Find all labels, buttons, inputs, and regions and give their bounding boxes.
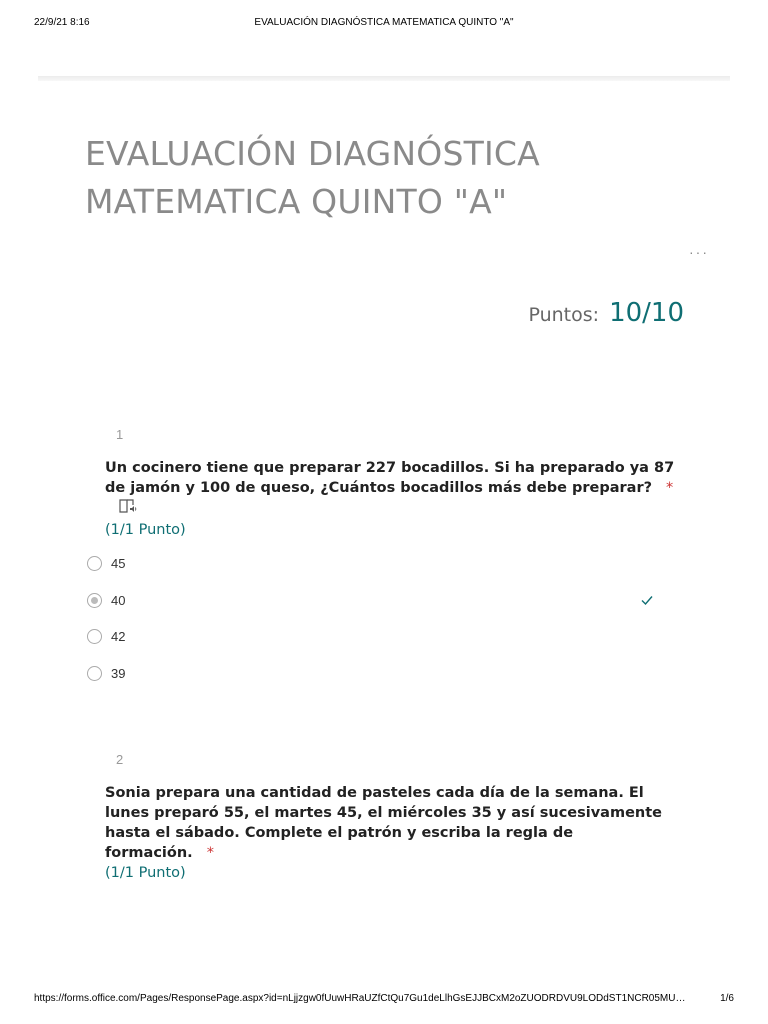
option-label: 42 [111, 628, 126, 644]
top-divider [38, 76, 730, 81]
print-url: https://forms.office.com/Pages/ResponsePage.aspx?id=nLjjzgw0fUuwHRaUZfCtQu7Gu1deLlhGsEJJBCxM2oZUODRDVU9LODdST1NCR05MU… [34, 993, 686, 1004]
option-45[interactable] [87, 554, 125, 572]
radio-button-selected[interactable] [87, 593, 102, 608]
score-display [528, 298, 684, 328]
print-footer [34, 993, 734, 1007]
score-value: 10/10 [609, 298, 684, 328]
question-text [105, 458, 675, 540]
question-points: (1/1 Punto) [105, 865, 186, 881]
question-text [105, 783, 675, 883]
option-label: 39 [111, 665, 126, 681]
option-40[interactable] [87, 591, 125, 609]
print-header [34, 17, 734, 31]
option-label: 40 [111, 592, 126, 608]
print-date: 22/9/21 8:16 [34, 17, 90, 28]
radio-button[interactable] [87, 666, 102, 681]
more-options-icon[interactable]: ··· [689, 244, 709, 260]
check-icon [640, 593, 654, 611]
option-42[interactable] [87, 627, 125, 645]
radio-button[interactable] [87, 629, 102, 644]
form-title: EVALUACIÓN DIAGNÓSTICA MATEMATICA QUINTO "A" [85, 134, 540, 221]
question-prompt: Un cocinero tiene que preparar 227 bocadillos. Si ha preparado ya 87 de jamón y 100 de queso, ¿Cuántos bocadillos más debe preparar? [105, 460, 675, 496]
question-number: 1 [116, 427, 124, 442]
radio-button[interactable] [87, 556, 102, 571]
page-number: 1/6 [720, 993, 734, 1004]
immersive-reader-icon[interactable] [119, 498, 137, 520]
option-label: 45 [111, 555, 126, 571]
question-points: (1/1 Punto) [105, 522, 186, 538]
question-number: 2 [116, 752, 124, 767]
print-document-title: EVALUACIÓN DIAGNÓSTICA MATEMATICA QUINTO "A" [254, 17, 514, 28]
required-asterisk: * [206, 845, 214, 861]
question-prompt: Sonia prepara una cantidad de pasteles cada día de la semana. El lunes preparó 55, el martes 45, el miércoles 35 y así sucesivamente hasta el sábado. Complete el patrón y escriba la regla de formación. [105, 785, 662, 861]
option-39[interactable] [87, 664, 125, 682]
required-asterisk: * [666, 480, 674, 496]
score-label: Puntos: [528, 304, 600, 326]
